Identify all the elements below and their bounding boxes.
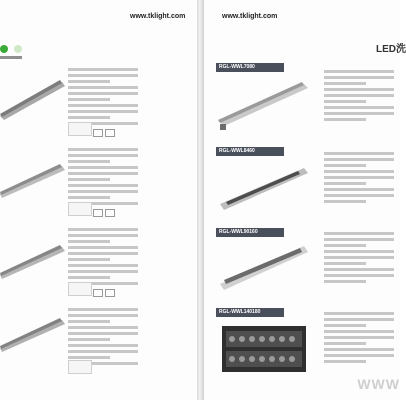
product-illustration [0, 243, 65, 283]
green-swatch [0, 45, 8, 53]
dimension-drawing [68, 122, 92, 136]
catalog-page-left [0, 0, 197, 400]
spec-table [324, 312, 394, 366]
product-illustration [0, 318, 65, 358]
dimension-drawing [68, 282, 92, 296]
product-label: RGL-WWL8460 [216, 147, 284, 156]
catalog-page-right [204, 0, 406, 400]
product-label: RGL-WWL140180 [216, 308, 284, 317]
light-green-swatch [14, 45, 22, 53]
product-illustration [218, 318, 312, 380]
website-url: www.tklight.com [130, 13, 186, 20]
spec-table [68, 308, 138, 368]
cert-icons [93, 124, 117, 142]
product-illustration [0, 78, 65, 118]
cert-icons [93, 204, 117, 222]
page-marker-bar [0, 56, 22, 59]
dimension-drawing [68, 360, 92, 374]
series-title: LED洗 [376, 44, 406, 55]
book-gutter [197, 0, 204, 400]
spec-table [324, 152, 394, 206]
product-label: RGL-WWL7080 [216, 63, 284, 72]
cert-icons [93, 284, 117, 302]
spec-table [68, 148, 138, 208]
website-url: www.tklight.com [222, 13, 278, 20]
spec-table [324, 232, 394, 286]
dimension-drawing [68, 202, 92, 216]
product-label: RGL-WWL90160 [216, 228, 284, 237]
product-illustration [218, 76, 310, 136]
watermark-text: WWW [357, 376, 400, 392]
product-illustration [218, 160, 310, 220]
spec-table [68, 68, 138, 128]
product-illustration [218, 240, 310, 300]
spec-table [324, 70, 394, 124]
spec-table [68, 228, 138, 288]
product-illustration [0, 160, 65, 200]
